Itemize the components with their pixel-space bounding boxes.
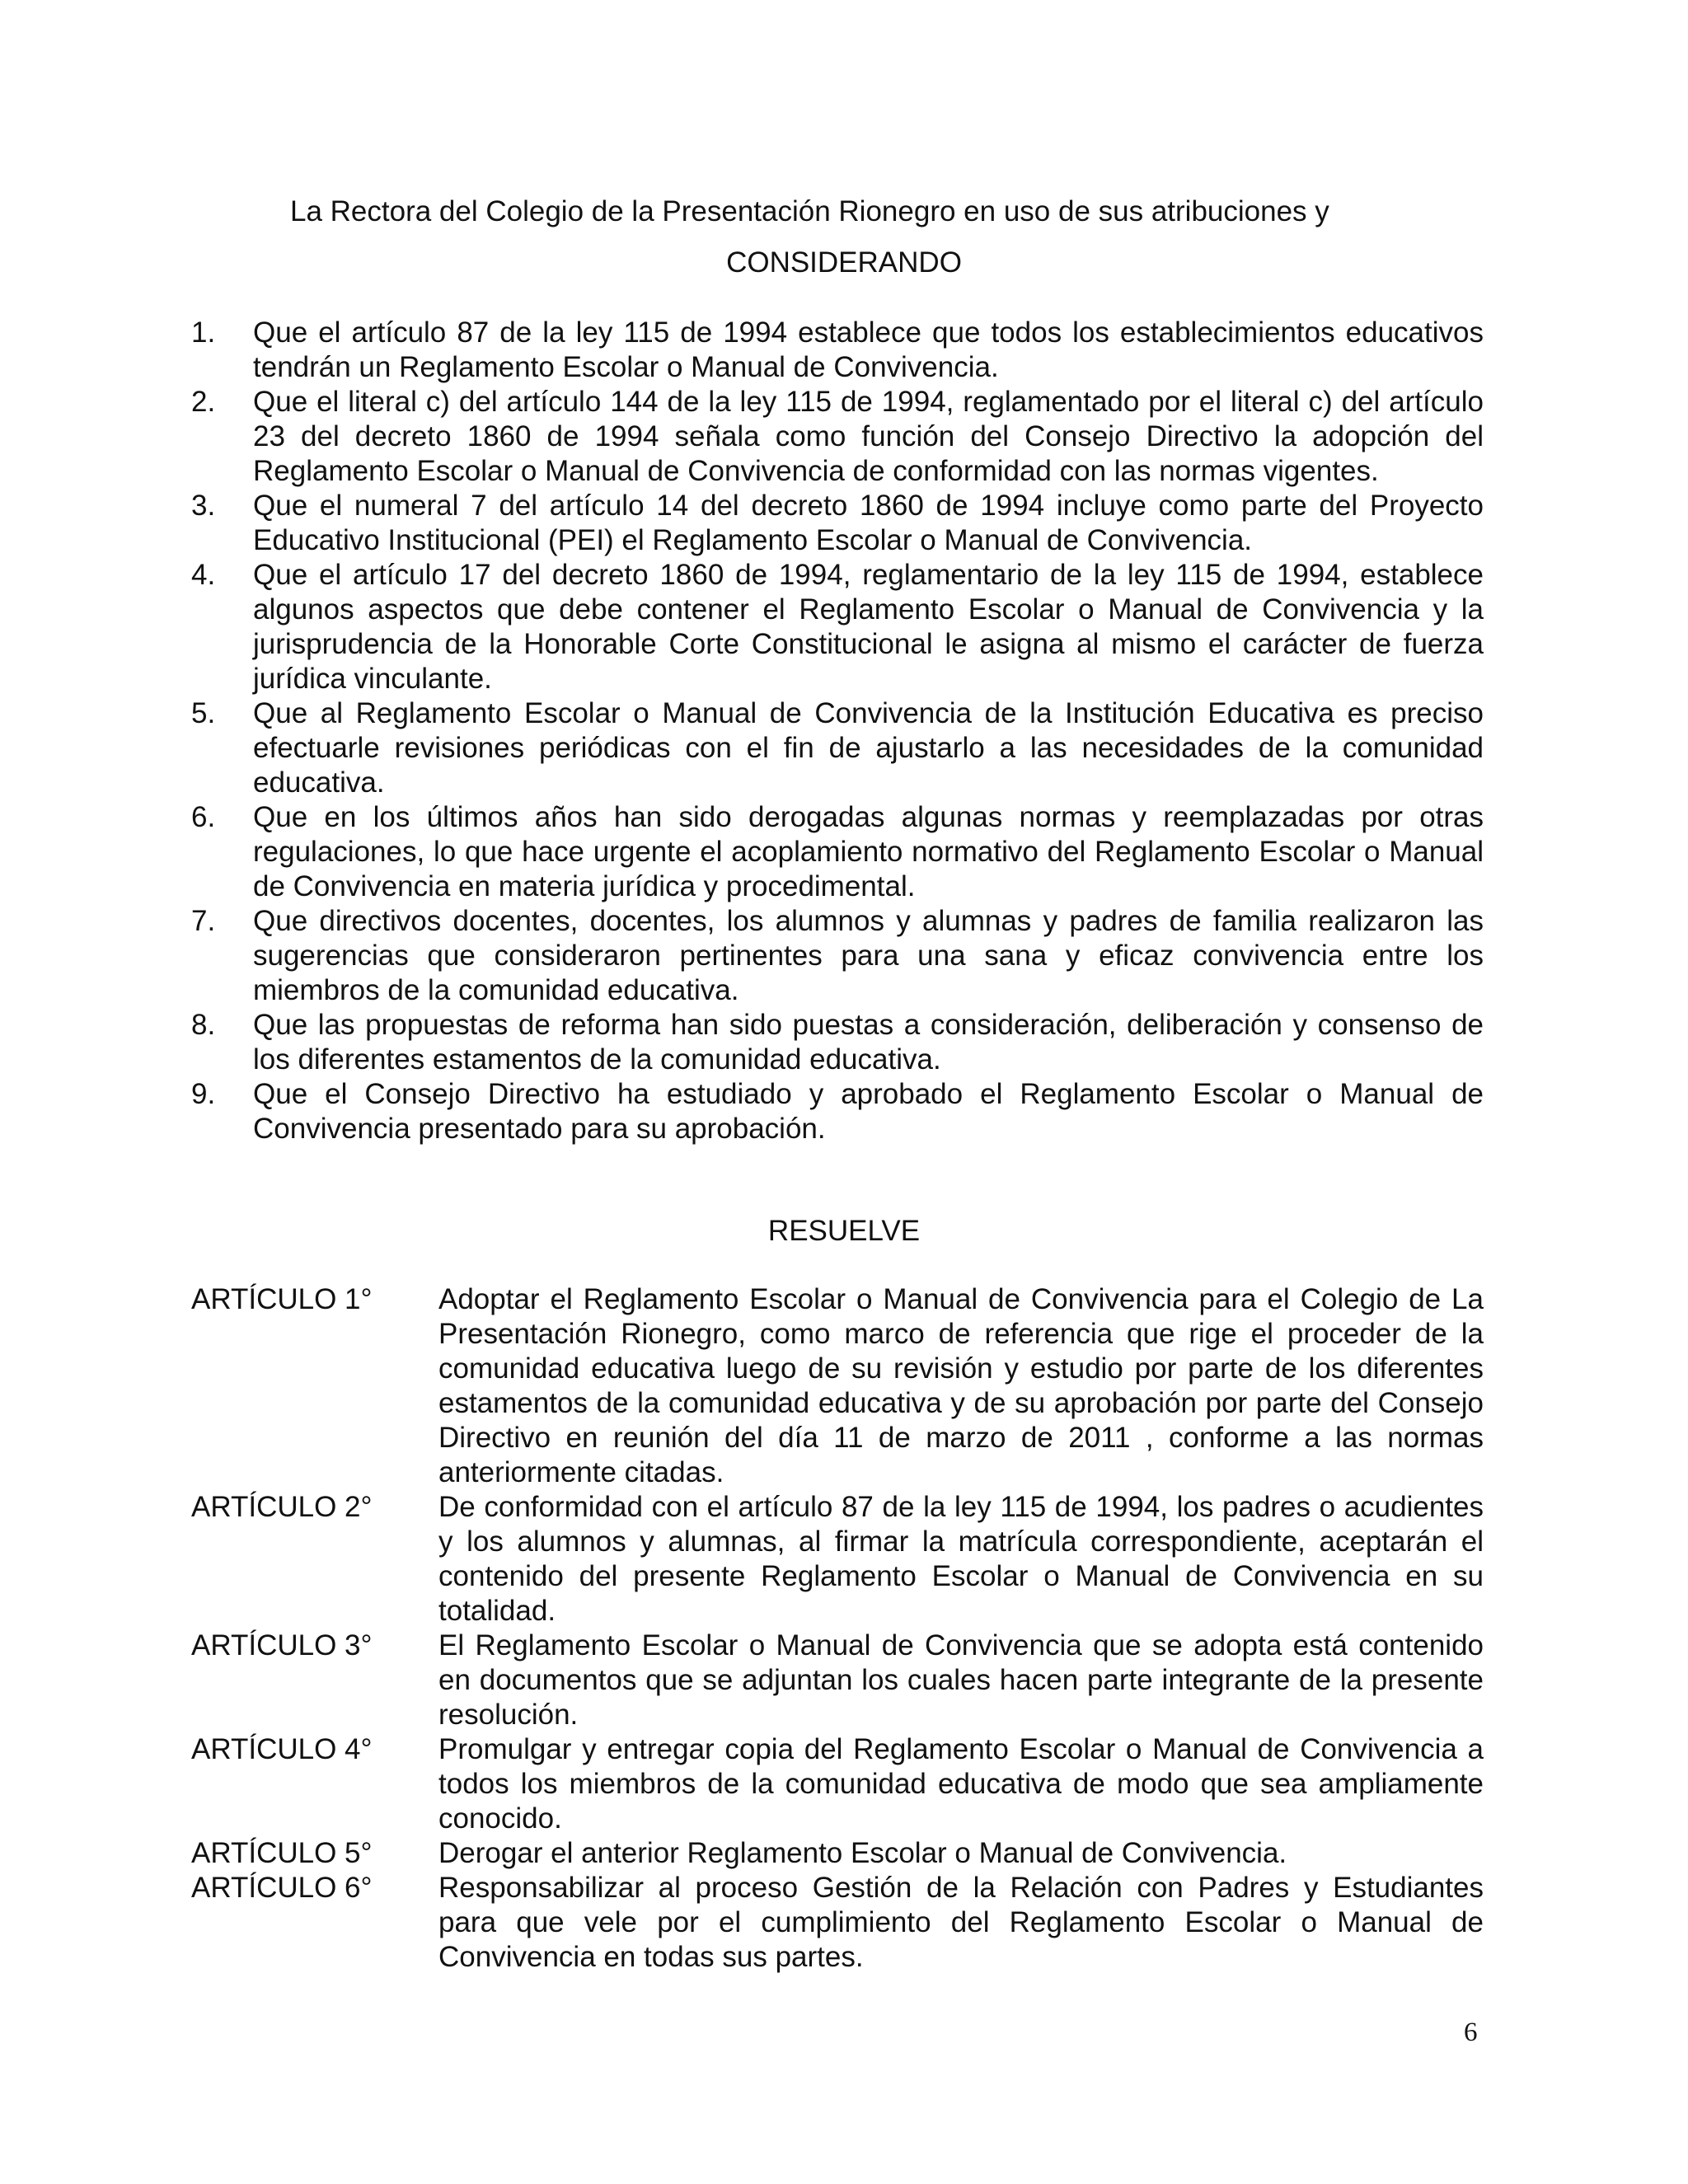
item-number: 1.	[191, 316, 216, 349]
item-text: Que el Consejo Directivo ha estudiado y aprobado el Reglamento Escolar o Manual de Convivencia presentado para su aprobación.	[253, 1078, 1484, 1145]
item-text: Que el numeral 7 del artículo 14 del decreto 1860 de 1994 incluye como parte del Proyecto Educativo Institucional (PEI) el Reglamento Escolar o Manual de Convivencia.	[253, 490, 1484, 556]
consideration-item	[191, 800, 1484, 904]
intro-paragraph: La Rectora del Colegio de la Presentación Rionegro en uso de sus atribuciones y	[290, 195, 1329, 227]
article-label: ARTÍCULO 6°	[191, 1872, 373, 1904]
article-text: Adoptar el Reglamento Escolar o Manual de Convivencia para el Colegio de La Presentación Rionegro, como marco de referencia que rige el proceder de la comunidad educativa luego de su revisión y estudio por parte de los diferentes estamentos de la comunidad educativa y de su aprobación por parte del Consejo Directivo en reunión del día 11 de marzo de 2011 , conforme a las normas anteriormente citadas.	[438, 1283, 1484, 1488]
article-item	[191, 1282, 1484, 1490]
article-label: ARTÍCULO 3°	[191, 1629, 373, 1661]
consideration-item	[191, 385, 1484, 489]
consideration-item	[191, 1008, 1484, 1077]
consideration-item	[191, 558, 1484, 696]
article-item	[191, 1836, 1484, 1871]
article-label: ARTÍCULO 5°	[191, 1837, 373, 1869]
article-label: ARTÍCULO 1°	[191, 1283, 373, 1315]
page-number: 6	[1464, 2018, 1478, 2047]
article-text: Derogar el anterior Reglamento Escolar o Manual de Convivencia.	[438, 1837, 1287, 1869]
item-text: Que el literal c) del artículo 144 de la ley 115 de 1994, reglamentado por el literal c) del artículo 23 del decreto 1860 de 1994 señala como función del Consejo Directivo la adopción del Reglamento Escolar o Manual de Convivencia de conformidad con las normas vigentes.	[253, 386, 1484, 487]
item-text: Que en los últimos años han sido derogadas algunas normas y reemplazadas por otras regulaciones, lo que hace urgente el acoplamiento normativo del Reglamento Escolar o Manual de Convivencia en materia jurídica y procedimental.	[253, 801, 1484, 902]
article-item	[191, 1871, 1484, 1975]
article-label: ARTÍCULO 4°	[191, 1733, 373, 1765]
considerando-heading: CONSIDERANDO	[726, 246, 962, 279]
item-number: 5.	[191, 697, 216, 729]
articles-list	[191, 1282, 1484, 1975]
item-number: 4.	[191, 559, 216, 591]
article-text: Promulgar y entregar copia del Reglamento Escolar o Manual de Convivencia a todos los miembros de la comunidad educativa de modo que sea ampliamente conocido.	[438, 1733, 1484, 1835]
article-item	[191, 1490, 1484, 1629]
item-number: 7.	[191, 905, 216, 937]
article-label: ARTÍCULO 2°	[191, 1491, 373, 1523]
article-text: Responsabilizar al proceso Gestión de la Relación con Padres y Estudiantes para que vele por el cumplimiento del Reglamento Escolar o Manual de Convivencia en todas sus partes.	[438, 1872, 1484, 1973]
item-text: Que las propuestas de reforma han sido puestas a consideración, deliberación y consenso de los diferentes estamentos de la comunidad educativa.	[253, 1009, 1484, 1076]
article-item	[191, 1629, 1484, 1732]
item-number: 2.	[191, 386, 216, 418]
consideration-item	[191, 904, 1484, 1008]
item-number: 3.	[191, 490, 216, 522]
consideration-item	[191, 696, 1484, 800]
item-text: Que el artículo 87 de la ley 115 de 1994 establece que todos los establecimientos educativos tendrán un Reglamento Escolar o Manual de Convivencia.	[253, 316, 1484, 383]
item-text: Que el artículo 17 del decreto 1860 de 1994, reglamentario de la ley 115 de 1994, establece algunos aspectos que debe contener el Reglamento Escolar o Manual de Convivencia y la jurisprudencia de la Honorable Corte Constitucional le asigna al mismo el carácter de fuerza jurídica vinculante.	[253, 559, 1484, 695]
item-number: 6.	[191, 801, 216, 833]
consideration-item	[191, 489, 1484, 558]
item-number: 9.	[191, 1078, 216, 1110]
item-number: 8.	[191, 1009, 216, 1041]
item-text: Que al Reglamento Escolar o Manual de Convivencia de la Institución Educativa es preciso efectuarle revisiones periódicas con el fin de ajustarlo a las necesidades de la comunidad educativa.	[253, 697, 1484, 799]
article-text: El Reglamento Escolar o Manual de Convivencia que se adopta está contenido en documentos que se adjuntan los cuales hacen parte integrante de la presente resolución.	[438, 1629, 1484, 1731]
consideration-item	[191, 316, 1484, 385]
article-item	[191, 1732, 1484, 1836]
consideration-item	[191, 1077, 1484, 1146]
resuelve-heading: RESUELVE	[767, 1215, 921, 1247]
considerations-list	[191, 316, 1484, 1146]
article-text: De conformidad con el artículo 87 de la ley 115 de 1994, los padres o acudientes y los alumnos y alumnas, al firmar la matrícula correspondiente, aceptarán el contenido del presente Reglamento Escolar o Manual de Convivencia en su totalidad.	[438, 1491, 1484, 1627]
item-text: Que directivos docentes, docentes, los alumnos y alumnas y padres de familia realizaron las sugerencias que consideraron pertinentes para una sana y eficaz convivencia entre los miembros de la comunidad educativa.	[253, 905, 1484, 1006]
